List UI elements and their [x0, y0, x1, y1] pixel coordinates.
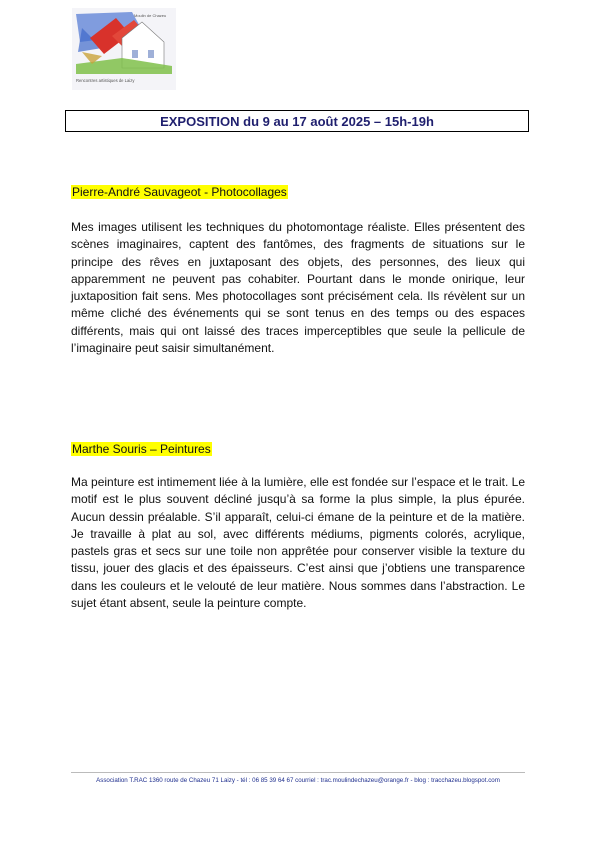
- section-title-peintures: Marthe Souris – Peintures: [72, 442, 211, 456]
- section-title-photocollages: Pierre-André Sauvageot - Photocollages: [72, 185, 287, 199]
- footer-contact: Association T.RAC 1360 route de Chazeu 71 Laizy - tél : 06 85 39 64 67 courriel : trac.moulindechazeu@orange.fr - blog : tracchazeu.blogspot.com: [96, 777, 500, 784]
- section-body-photocollages: Mes images utilisent les techniques du photomontage réaliste. Elles présentent des scènes imaginaires, captent des fantômes, des fragments de situations sur le principe des rêves en juxtaposant des objets, des personnes, des lieux qui apparemment ne peuvent pas cohabiter. Pourtant dans le monde onirique, leur juxtaposition fait sens. Mes photocollages sont précisément cela. Ils révèlent sur un même cliché des événements qui se sont tenus en des temps ou des espaces différents, mais qui ont laissé des traces imperceptibles que seule la pellicule de l’imaginaire peut saisir simultanément.: [71, 220, 525, 356]
- logo-caption-top: Moulin de Chazeu: [134, 13, 167, 18]
- section-body-peintures: Ma peinture est intimement liée à la lumière, elle est fondée sur l’espace et le trait. Le motif est le plus souvent décliné jusqu’à sa forme la plus simple, la plus épurée. Aucun dessin préalable. S’il apparaît, celui-ci émane de la peinture et de la matière. Je travaille à plat au sol, avec différents médiums, pigments colorés, acrylique, pastels gras et secs sur une toile non apprêtée pour conserver visible la texture du tissu, jouer des glacis et des épaisseurs. C’est ainsi que j’obtiens une transparence dans les couleurs et le velouté de leur matière. Nous sommes dans l’abstraction. Le sujet étant absent, seule la peinture compte.: [71, 475, 525, 611]
- footer-divider: [71, 772, 525, 773]
- association-logo: [72, 8, 176, 90]
- exhibition-banner: [65, 110, 529, 132]
- banner-text: EXPOSITION du 9 au 17 août 2025 – 15h-19h: [160, 113, 434, 129]
- logo-caption-bottom: Rencontres artistiques de Laizy: [76, 78, 135, 83]
